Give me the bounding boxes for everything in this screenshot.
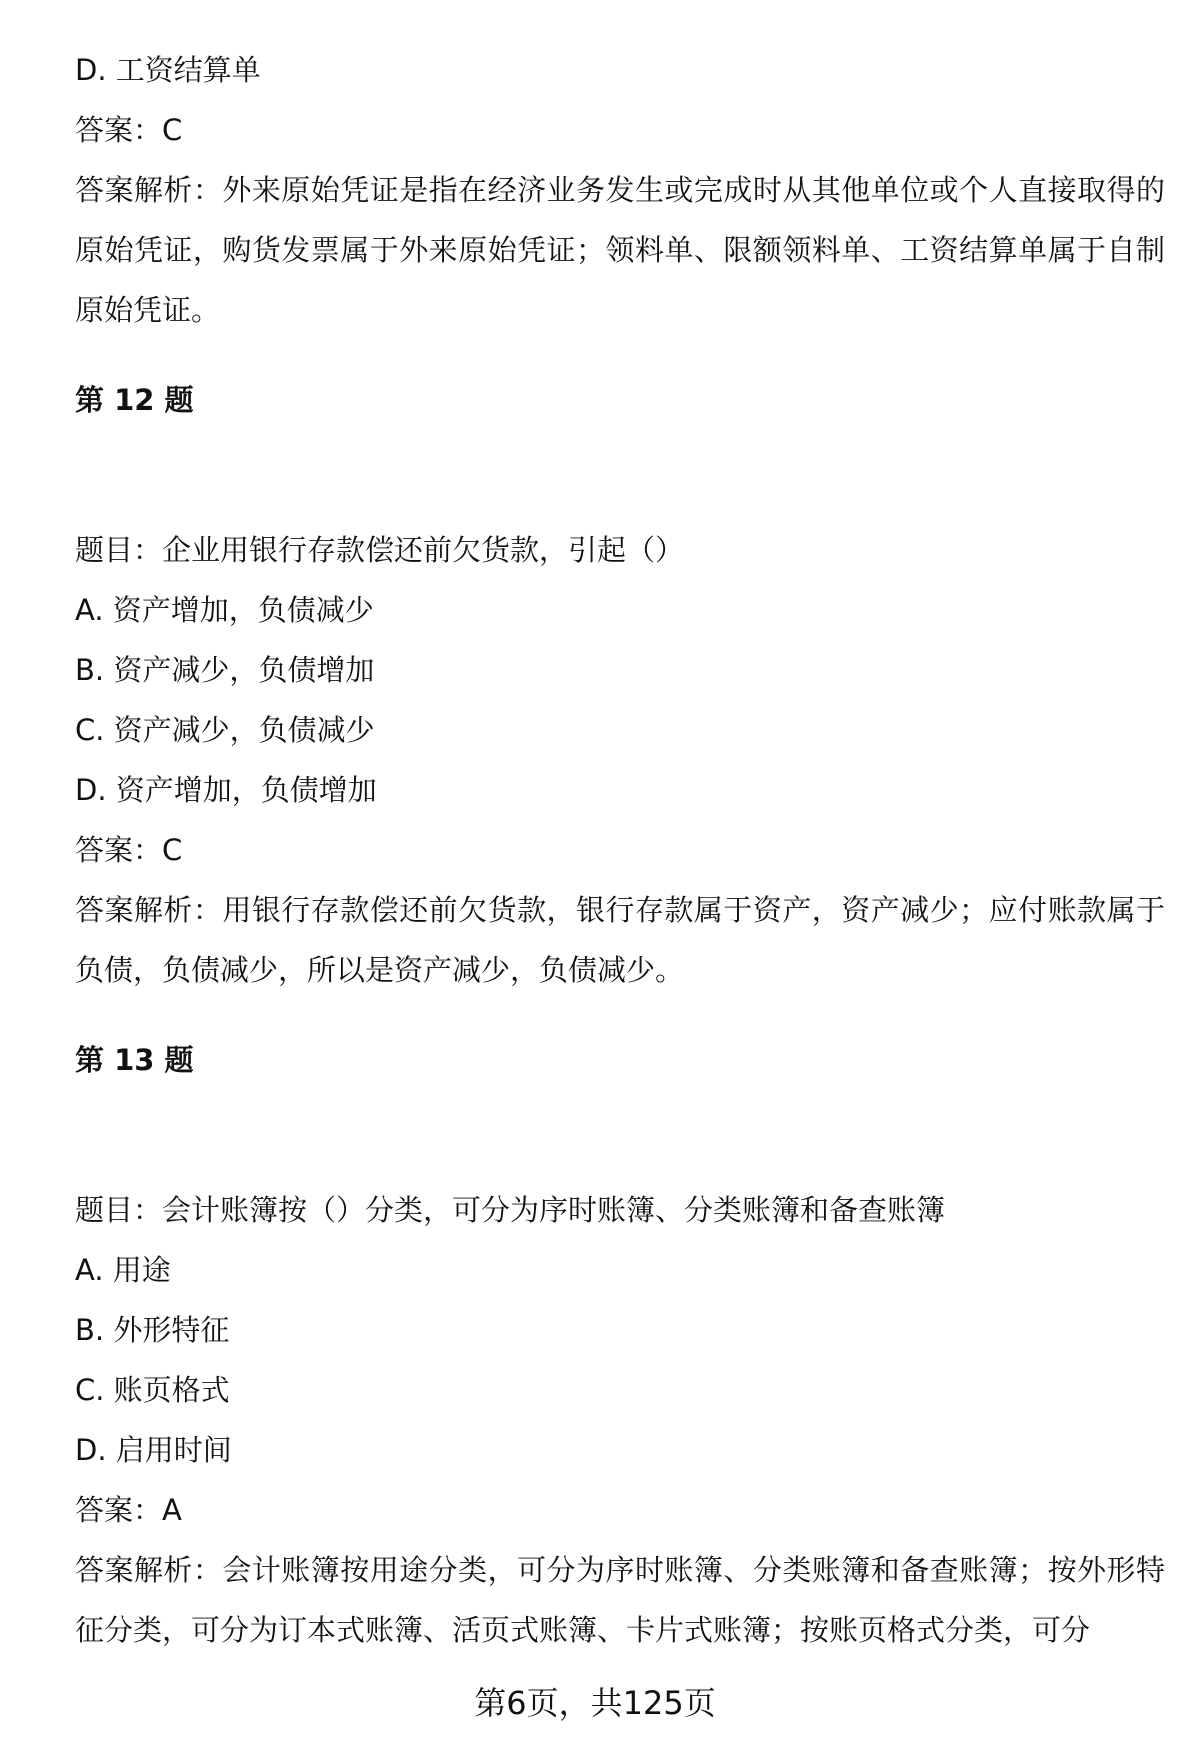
question-12-option-c: C. 资产减少，负债减少 — [75, 713, 375, 747]
prev-question-answer: 答案：C — [75, 113, 183, 147]
question-12-explanation: 答案解析：用银行存款偿还前欠货款，银行存款属于资产，资产减少；应付账款属于负债，负债减少，所以是资产减少，负债减少。 — [75, 893, 1165, 987]
question-13-answer: 答案：A — [75, 1493, 182, 1527]
prev-question-explanation: 答案解析：外来原始凭证是指在经济业务发生或完成时从其他单位或个人直接取得的原始凭证，购货发票属于外来原始凭证；领料单、限额领料单、工资结算单属于自制原始凭证。 — [75, 173, 1165, 327]
question-12-option-a: A. 资产增加，负债减少 — [75, 593, 374, 627]
question-12-stem: 题目：企业用银行存款偿还前欠货款，引起（） — [75, 533, 685, 567]
question-12-option-d: D. 资产增加，负债增加 — [75, 773, 377, 807]
question-12-title: 第 12 题 — [75, 383, 194, 417]
page-number: 第6页，共125页 — [474, 1684, 716, 1722]
prev-question-option-d: D. 工资结算单 — [75, 53, 261, 87]
question-13-option-c: C. 账页格式 — [75, 1373, 230, 1407]
question-13-title: 第 13 题 — [75, 1043, 194, 1077]
question-13-option-b: B. 外形特征 — [75, 1313, 230, 1347]
question-13-option-d: D. 启用时间 — [75, 1433, 232, 1467]
question-12-option-b: B. 资产减少，负债增加 — [75, 653, 375, 687]
question-13-option-a: A. 用途 — [75, 1253, 171, 1287]
page-content — [75, 40, 1165, 1660]
question-12-answer: 答案：C — [75, 833, 183, 867]
question-13-explanation: 答案解析：会计账簿按用途分类，可分为序时账簿、分类账簿和备查账簿；按外形特征分类，可分为订本式账簿、活页式账簿、卡片式账簿；按账页格式分类，可分 — [75, 1553, 1165, 1647]
question-13-stem: 题目：会计账簿按（）分类，可分为序时账簿、分类账簿和备查账簿 — [75, 1193, 946, 1227]
